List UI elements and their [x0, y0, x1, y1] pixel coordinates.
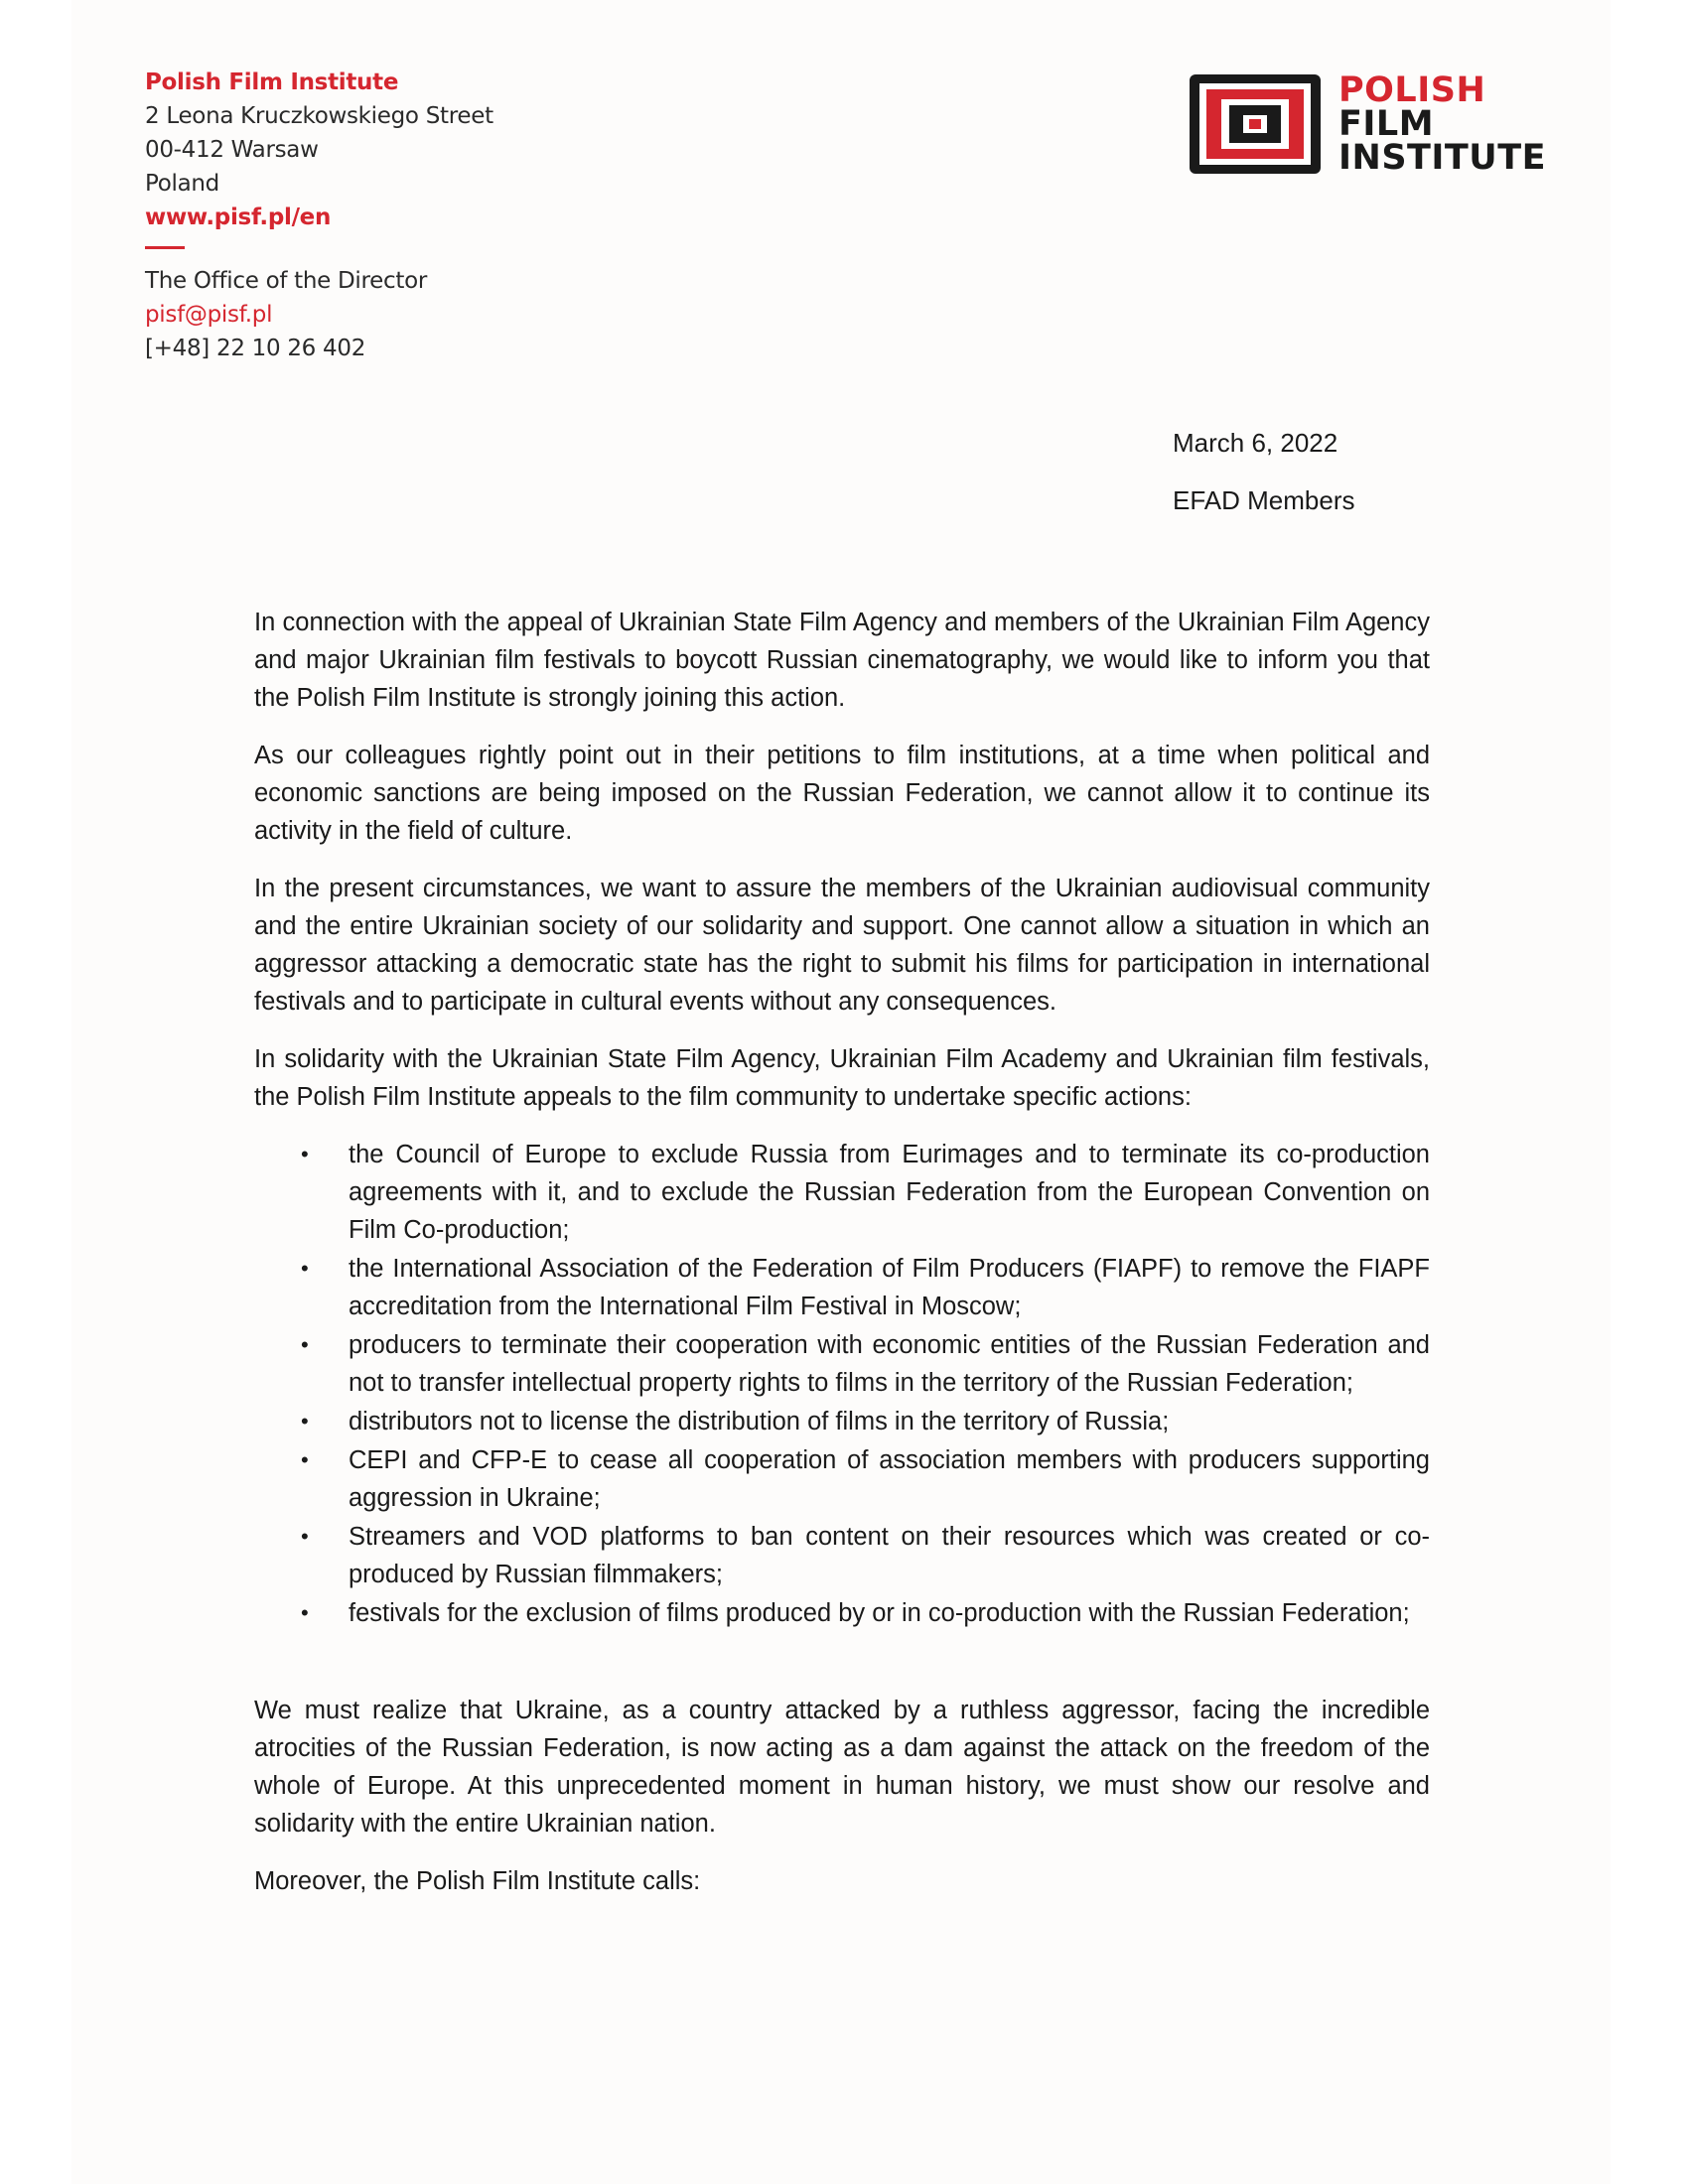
red-divider: [145, 246, 185, 249]
closing-paragraph: We must realize that Ukraine, as a country attacked by a ruthless aggressor, facing the incredible atrocities of the Russian Federation, is now acting as a dam against the attack on the freedom of the whole of Europe. At this unprecedented moment in human history, we must show our resolve and solidarity with the entire Ukrainian nation.: [254, 1697, 1430, 1838]
sender-website-link[interactable]: www.pisf.pl/en: [145, 205, 332, 230]
sender-address-city: 00-412 Warsaw: [145, 137, 319, 163]
letter-recipient: EFAD Members: [1173, 485, 1355, 515]
bullet-icon: •: [301, 1447, 309, 1472]
bullet-icon: •: [301, 1524, 309, 1549]
sender-address-street: 2 Leona Kruczkowskiego Street: [145, 103, 493, 129]
logo-word-film: FILM: [1338, 104, 1435, 144]
body-paragraph: As our colleagues rightly point out in their petitions to film institutions, at a time when political and economic sanctions are being imposed on the Russian Federation, we cannot allow it to continue its activity in the field of culture.: [254, 742, 1430, 845]
list-item: [254, 1518, 1430, 1593]
list-item-text: Streamers and VOD platforms to ban content on their resources which was created or co-produced by Russian filmmakers;: [349, 1523, 1430, 1588]
body-paragraph: In solidarity with the Ukrainian State Film Agency, Ukrainian Film Academy and Ukrainian film festivals, the Polish Film Institute appeals to the film community to undertake specific actions:: [254, 1045, 1430, 1111]
pisf-logo: [1188, 72, 1546, 176]
list-item-text: festivals for the exclusion of films produced by or in co-production with the Russian Federation;: [349, 1599, 1410, 1627]
list-item-text: producers to terminate their cooperation with economic entities of the Russian Federation and not to transfer intellectual property rights to films in the territory of the Russian Federation;: [349, 1331, 1430, 1397]
letter-body: [254, 604, 1430, 1920]
list-item: [254, 1136, 1430, 1249]
list-item-text: the International Association of the Federation of Film Producers (FIAPF) to remove the FIAPF accreditation from the International Film Festival in Moscow;: [349, 1255, 1430, 1320]
bullet-icon: •: [301, 1600, 309, 1625]
sender-org-name: Polish Film Institute: [145, 69, 399, 95]
list-item: [254, 1441, 1430, 1517]
letter-meta: [1173, 414, 1355, 529]
logo-word-polish: POLISH: [1338, 70, 1486, 110]
final-line: Moreover, the Polish Film Institute calls:: [254, 1867, 701, 1895]
bullet-icon: •: [301, 1142, 309, 1166]
pisf-logo-wordmark: [1338, 70, 1546, 178]
pisf-logo-mark-icon: [1188, 72, 1323, 176]
list-item: [254, 1403, 1430, 1440]
sender-phone: [+48] 22 10 26 402: [145, 336, 366, 361]
list-item-text: distributors not to license the distribution of films in the territory of Russia;: [349, 1408, 1170, 1435]
sender-block: [145, 66, 493, 365]
list-item-text: CEPI and CFP-E to cease all cooperation of association members with producers supporting aggression in Ukraine;: [349, 1446, 1430, 1512]
letter-date: March 6, 2022: [1173, 428, 1338, 458]
bullet-icon: •: [301, 1256, 309, 1281]
logo-word-institute: INSTITUTE: [1338, 138, 1546, 178]
list-item: [254, 1326, 1430, 1402]
body-paragraph: In connection with the appeal of Ukrainian State Film Agency and members of the Ukrainian Film Agency and major Ukrainian film festivals to boycott Russian cinematography, we would like to inform you that the Polish Film Institute is strongly joining this action.: [254, 609, 1430, 712]
actions-list: [254, 1136, 1430, 1632]
sender-country: Poland: [145, 171, 219, 197]
sender-email-link[interactable]: pisf@pisf.pl: [145, 302, 273, 328]
list-item: [254, 1594, 1430, 1632]
list-item: [254, 1250, 1430, 1325]
sender-office: The Office of the Director: [145, 268, 428, 294]
list-item-text: the Council of Europe to exclude Russia from Eurimages and to terminate its co-production agreements with it, and to exclude the Russian Federation from the European Convention on Film Co-production;: [349, 1141, 1430, 1244]
body-paragraph: In the present circumstances, we want to assure the members of the Ukrainian audiovisual community and the entire Ukrainian society of our solidarity and support. One cannot allow a situation in which an aggressor attacking a democratic state has the right to submit his films for participation in international festivals and to participate in cultural events without any consequences.: [254, 875, 1430, 1016]
bullet-icon: •: [301, 1332, 309, 1357]
bullet-icon: •: [301, 1409, 309, 1433]
